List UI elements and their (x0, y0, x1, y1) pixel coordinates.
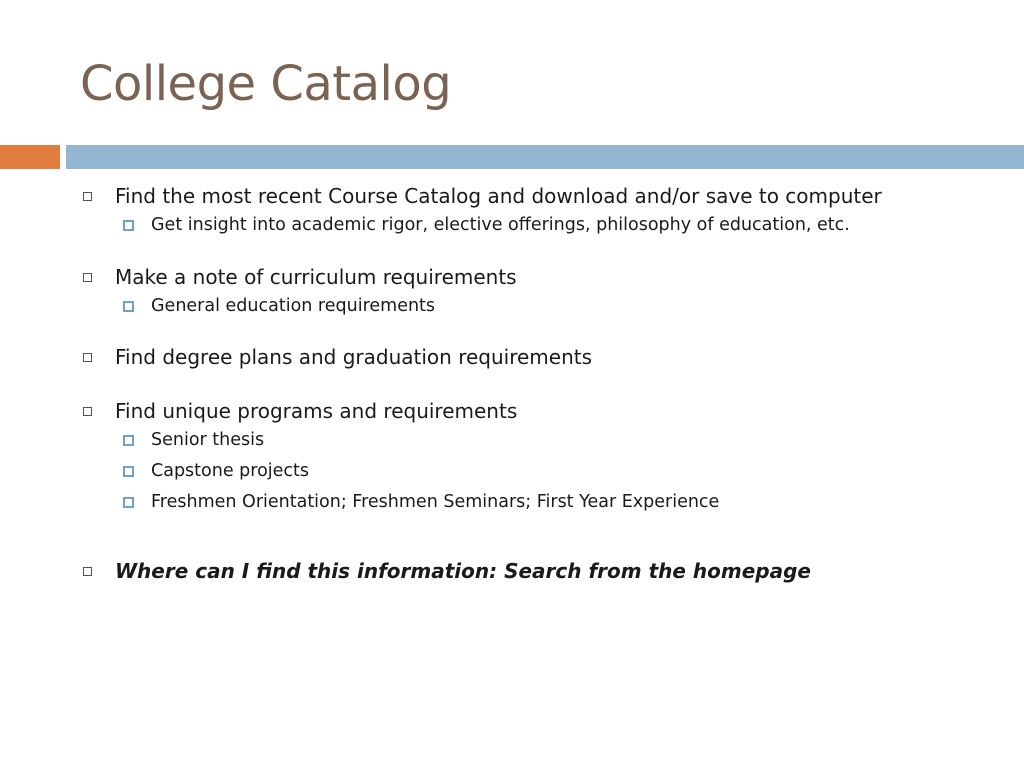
sub-bullet-text: Senior thesis (151, 430, 265, 450)
bullet-item (80, 344, 980, 370)
bullet-item (80, 264, 980, 316)
square-bullet-icon (123, 220, 134, 231)
sub-bullet-text: General education requirements (151, 296, 436, 316)
bullet-text: Find unique programs and requirements (115, 399, 518, 423)
slide-content (80, 183, 980, 584)
accent-bar-blue (66, 145, 1024, 169)
square-bullet-icon (123, 466, 134, 477)
bullet-item (80, 558, 980, 584)
hollow-square-bullet-icon (83, 353, 92, 362)
bullet-text: Find degree plans and graduation requirements (115, 345, 593, 369)
bullet-text: Make a note of curriculum requirements (115, 265, 517, 289)
hollow-square-bullet-icon (83, 567, 92, 576)
bullet-item (80, 398, 980, 512)
bullet-text: Where can I find this information: Search from the homepage (115, 559, 811, 583)
sub-bullet-item (115, 492, 980, 512)
sub-bullet-text: Get insight into academic rigor, elective offerings, philosophy of education, etc. (151, 215, 850, 235)
sub-bullet-item (115, 430, 980, 450)
square-bullet-icon (123, 301, 134, 312)
sub-bullet-text: Freshmen Orientation; Freshmen Seminars; First Year Experience (151, 492, 720, 512)
accent-bar-orange (0, 145, 60, 169)
sub-bullet-text: Capstone projects (151, 461, 310, 481)
hollow-square-bullet-icon (83, 192, 92, 201)
hollow-square-bullet-icon (83, 407, 92, 416)
hollow-square-bullet-icon (83, 273, 92, 282)
bullet-text: Find the most recent Course Catalog and download and/or save to computer (115, 184, 882, 208)
sub-bullet-item (115, 296, 980, 316)
sub-bullet-item (115, 461, 980, 481)
slide-title: College Catalog (80, 56, 452, 112)
square-bullet-icon (123, 497, 134, 508)
bullet-item (80, 183, 980, 235)
square-bullet-icon (123, 435, 134, 446)
sub-bullet-item (115, 215, 980, 235)
